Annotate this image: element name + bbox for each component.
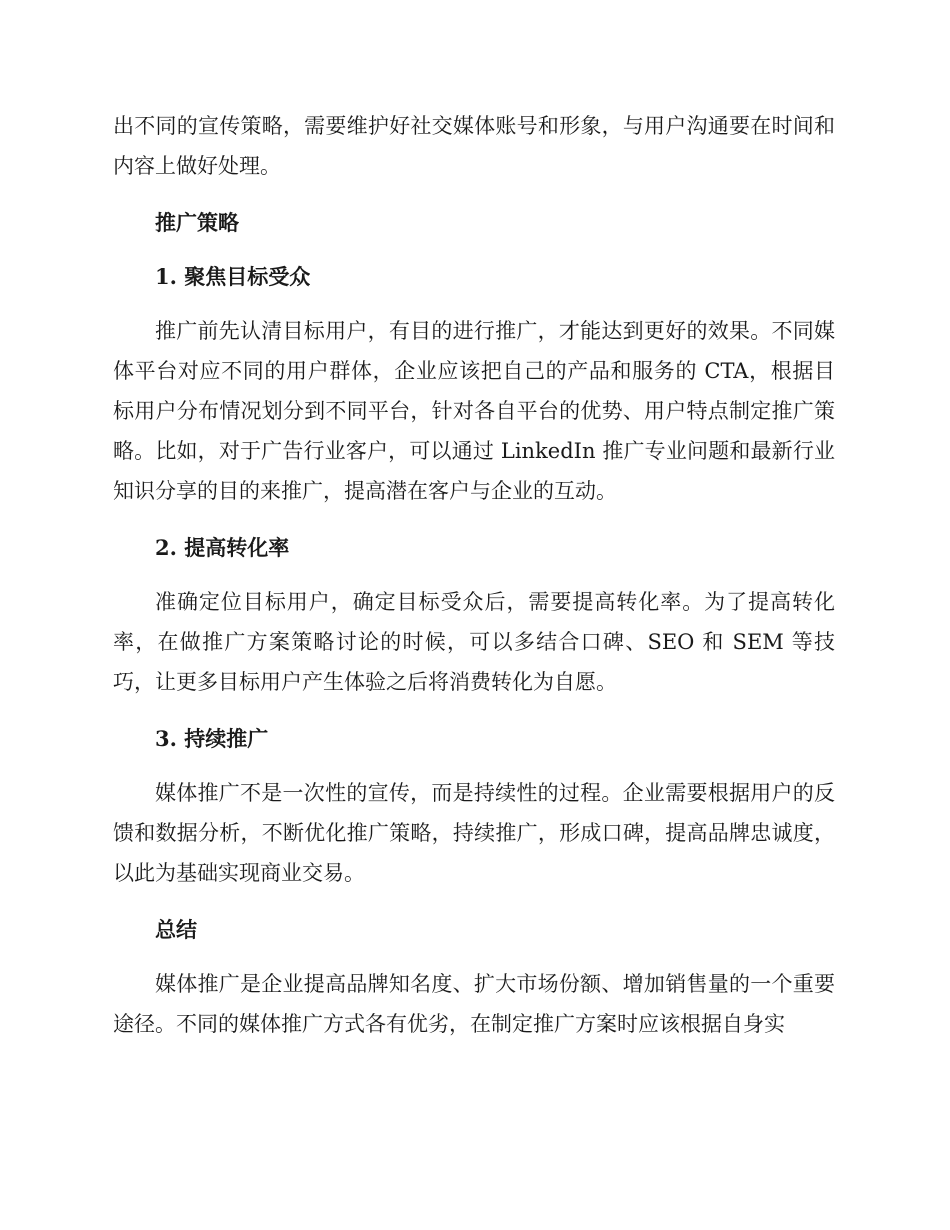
subheading-focus-target-audience: 1. 聚焦目标受众: [155, 264, 311, 289]
paragraph-summary: 媒体推广是企业提高品牌知名度、扩大市场份额、增加销售量的一个重要途径。不同的媒体推广方式各有优劣，在制定推广方案时应该根据自身实: [113, 972, 835, 1036]
subheading-continuous-promotion: 3. 持续推广: [155, 726, 269, 751]
paragraph-conversion: 准确定位目标用户，确定目标受众后，需要提高转化率。为了提高转化率，在做推广方案策略讨论的时候，可以多结合口碑、SEO 和 SEM 等技巧，让更多目标用户产生体验之后将消费转化为自愿。: [113, 590, 835, 694]
subheading-improve-conversion: 2. 提高转化率: [155, 535, 290, 560]
paragraph-target-audience: 推广前先认清目标用户，有目的进行推广，才能达到更好的效果。不同媒体平台对应不同的用户群体，企业应该把自己的产品和服务的 CTA，根据目标用户分布情况划分到不同平台，针对各自平台的优势、用户特点制定推广策略。比如，对于广告行业客户，可以通过 LinkedIn 推广专业问题和最新行业知识分享的目的来推广，提高潜在客户与企业的互动。: [113, 319, 835, 503]
document-page: [113, 106, 835, 1044]
paragraph-continuation: 出不同的宣传策略，需要维护好社交媒体账号和形象，与用户沟通要在时间和内容上做好处理。: [113, 114, 835, 178]
paragraph-continuous-promotion: 媒体推广不是一次性的宣传，而是持续性的过程。企业需要根据用户的反馈和数据分析，不断优化推广策略，持续推广，形成口碑，提高品牌忠诚度，以此为基础实现商业交易。: [113, 781, 835, 885]
section-heading-summary: 总结: [155, 917, 197, 942]
section-heading-promotion-strategy: 推广策略: [155, 210, 239, 235]
